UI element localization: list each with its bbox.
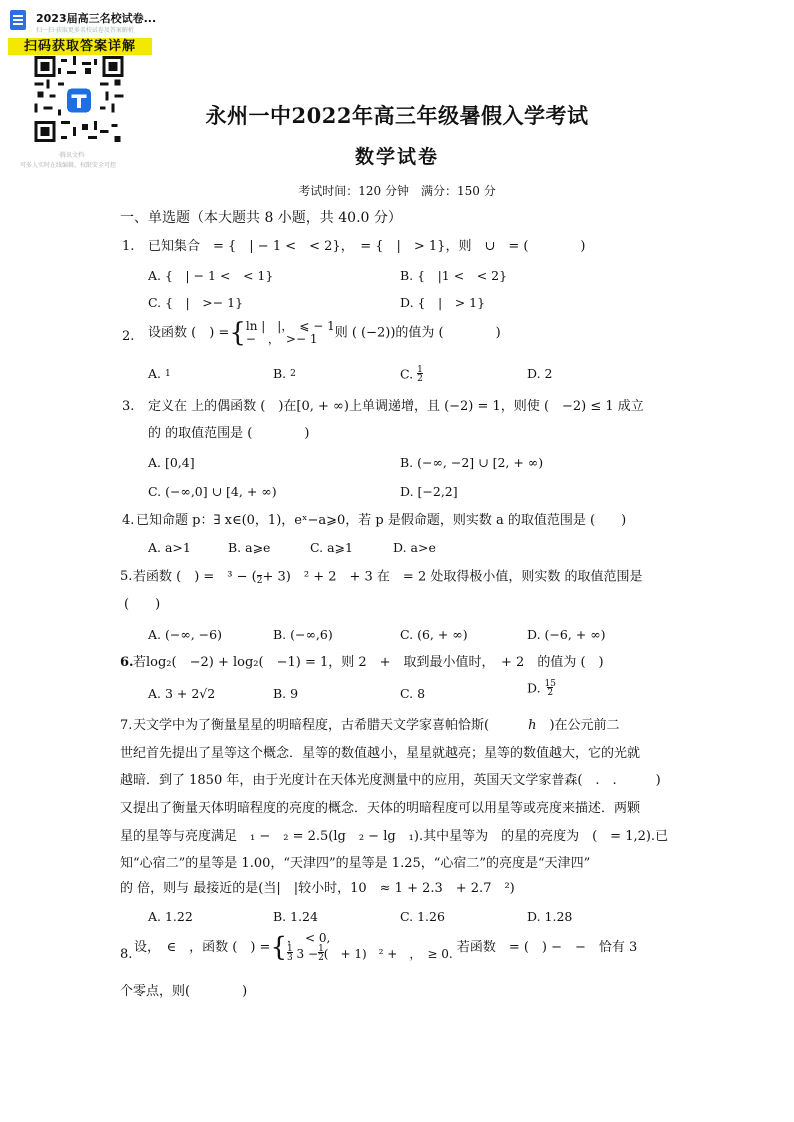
option-d: D. $\frac{15}{2}$: [527, 679, 556, 698]
piece-2: − ， >− 1: [245, 332, 318, 346]
question-stem-line: 越暗．到了 1850 年，由于光度计在天体光度测量中的应用，英国天文学家普森( . . ): [120, 773, 661, 788]
promo-subline: 扫一扫·获取更多名校试卷及答案解析: [36, 27, 134, 34]
promo-title[interactable]: 2023届高三名校试卷...: [36, 12, 157, 25]
option-d: D. a>e: [393, 540, 436, 555]
question-stem: 定义在 上的偶函数 ( )在[0, + ∞)上单调递增，且 (−2) = 1，则使 ( −2) ≤ 1 成立: [148, 399, 644, 414]
paper-subtitle: 数学试卷: [354, 146, 439, 168]
option-c: C. (−∞,0] ∪ [4, + ∞): [148, 484, 277, 499]
question-number: 8.: [120, 947, 133, 962]
option-c: C. $\frac{1}{2}$: [400, 365, 423, 384]
document-icon: [10, 10, 26, 30]
option-b: B. 1.24: [273, 909, 318, 924]
option-c: C. (6, + ∞): [400, 627, 468, 642]
question-stem: 若log₂( −2) + log₂( −1) = 1，则 2 + 取到最小值时， + 2 的值为 ( ): [133, 655, 604, 670]
question-stem-line: 天文学中为了衡量星星的明暗程度，古希腊天文学家喜帕恰斯( ℎ )在公元前二: [133, 718, 620, 733]
option-a: A. 1.22: [148, 909, 193, 924]
option-a: A. [0,4]: [148, 455, 195, 470]
piece-2: $\frac{1}{3} 3 -\frac{1}{2}$( + 1) ² + ， ≥ 0.: [286, 944, 453, 963]
option-c: C. 8: [400, 686, 426, 701]
question-number: 7.: [120, 718, 133, 733]
exam-info: 考试时间：120 分钟 满分：150 分: [298, 184, 496, 198]
option-b: B. a⩾e: [228, 540, 271, 555]
qr-caption-detail: 可多人实时在线编辑，权限安全可控: [20, 162, 117, 169]
question-stem-line: 知“心宿二”的星等是 1.00，“天津四”的星等是 1.25，“心宿二”的亮度是“天津四”: [120, 856, 591, 871]
question-stem-line: 星的星等与亮度满足 ₁ − ₂ = 2.5(lg ₂ − lg ₁).其中星等为 的星的亮度为 ( = 1,2).已: [120, 829, 669, 844]
section-heading: 一、单选题（本大题共 8 小题，共 40.0 分）: [120, 210, 402, 226]
option-b: B. 2: [273, 366, 296, 381]
question-stem: 已知集合 = { | − 1 < < 2}， = { | > 1}，则 ∪ = ( ): [148, 239, 586, 254]
option-b: B. (−∞, −2] ∪ [2, + ∞): [400, 455, 544, 470]
question-stem-line: 的 倍，则与 最接近的是(当| |较小时，10 ≈ 1 + 2.3 + 2.7 ²): [120, 881, 515, 896]
option-d: D. 2: [527, 366, 553, 381]
option-c: C. { | >− 1}: [148, 295, 244, 310]
question-stem-line: 又提出了衡量天体明暗程度的亮度的概念．天体的明暗程度可以用星等或亮度来描述．两颗: [120, 801, 641, 816]
option-d: D. [−2,2]: [400, 484, 458, 499]
option-b: B. (−∞,6): [273, 627, 333, 642]
option-a: A. 1: [148, 366, 171, 381]
option-b: B. { |1 < < 2}: [400, 268, 508, 283]
question-stem-line: 世纪首先提出了星等这个概念．星等的数值越小，星星就越亮；星等的数值越大，它的光就: [120, 746, 641, 761]
option-c: C. 1.26: [400, 909, 445, 924]
exam-title: 永州一中2022年高三年级暑假入学考试: [205, 103, 589, 128]
question-number: 1.: [122, 239, 135, 254]
question-stem-cont: 的 的取值范围是 ( ): [148, 426, 310, 441]
option-b: B. 9: [273, 686, 299, 701]
question-stem-cont: ( ): [124, 597, 161, 612]
piece-1: ln | |， ⩽ − 1: [245, 319, 335, 333]
question-number: 3.: [122, 399, 135, 414]
question-number: 5.: [120, 569, 133, 584]
option-d: D. 1.28: [527, 909, 573, 924]
option-d: D. { | > 1}: [400, 295, 486, 310]
qr-caption: ·腾讯文档·: [58, 152, 86, 159]
promo-banner: 扫码获取答案详解: [8, 38, 152, 55]
question-stem: 设函数 ( ) ={ln | |， ⩽ − 1 − ， >− 1 则 ( (−2))的值为 ( ): [148, 318, 501, 348]
question-number: 2.: [122, 329, 135, 344]
question-number: 4.: [122, 513, 135, 528]
question-stem: 若函数 ( ) = ³ − ( 2+ 3) ² + 2 + 3 在 = 2 处取得极小值，则实数 的取值范围是: [133, 569, 643, 586]
option-a: A. { | − 1 < < 1}: [148, 268, 274, 283]
question-stem: 设， ∈ ，函数 ( ) ={， < 0, $\frac{1}{3} 3 -\frac{1}{2}$( + 1) ² + ， ≥ 0. 若函数 = ( ) − − 恰有 3: [134, 931, 638, 963]
option-a: A. a>1: [148, 540, 191, 555]
question-number: 6.: [120, 655, 134, 670]
option-a: A. 3 + 2√2: [148, 686, 216, 701]
option-a: A. (−∞, −6): [148, 627, 222, 642]
question-stem-cont: 个零点，则( ): [120, 984, 248, 999]
question-stem: 已知命题 p：∃ x∈(0，1)，eˣ−a⩾0，若 p 是假命题，则实数 a 的取值范围是 ( ): [136, 513, 627, 528]
piece-1: ， < 0,: [286, 931, 331, 945]
option-c: C. a⩾1: [310, 540, 353, 555]
option-d: D. (−6, + ∞): [527, 627, 606, 642]
